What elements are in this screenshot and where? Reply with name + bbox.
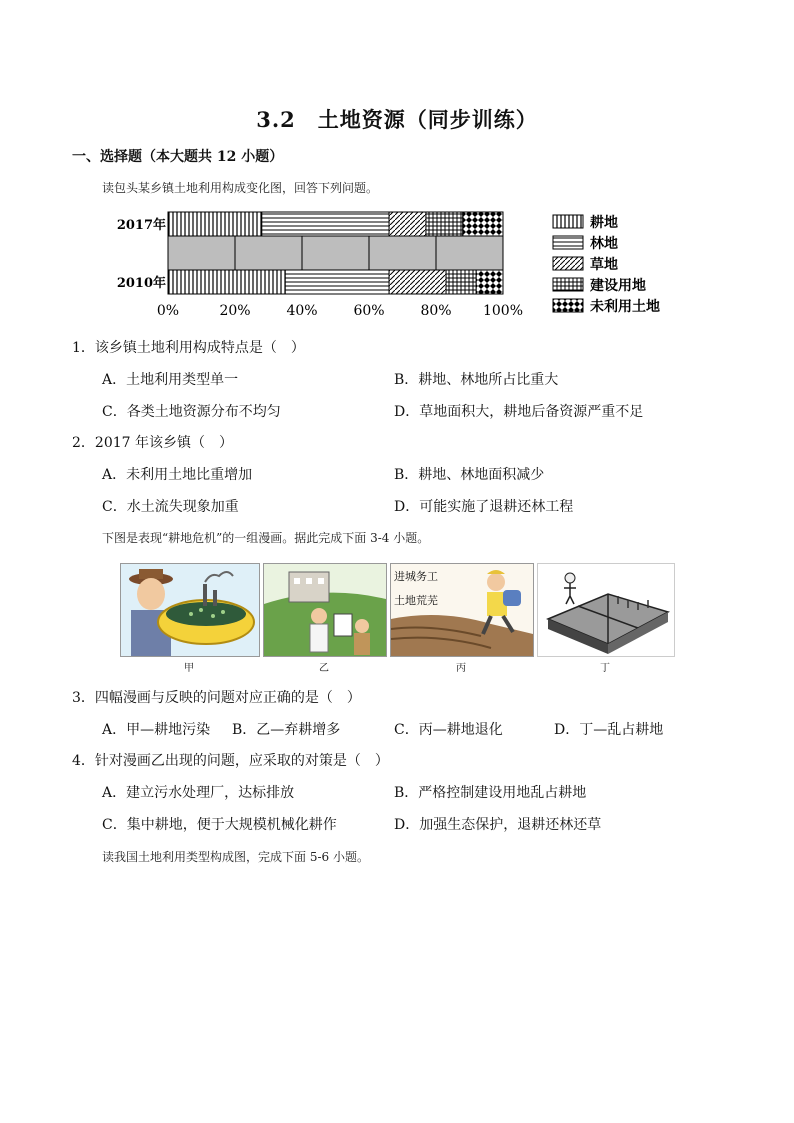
caption-yi: 乙 (319, 663, 329, 674)
cartoon-jia (120, 563, 260, 657)
land-use-chart (100, 205, 700, 323)
q4-option-a[interactable]: A．建立污水处理厂，达标排放 (102, 785, 295, 801)
q2-option-b[interactable]: B．耕地、林地面积减少 (394, 467, 545, 483)
bar-林地-2010年 (285, 270, 389, 294)
legend-label-建设用地: 建设用地 (590, 278, 646, 294)
legend-label-未利用土地: 未利用土地 (590, 299, 660, 315)
cartoon-ding (537, 563, 675, 657)
connector-band (168, 236, 503, 270)
legend-swatch-耕地 (553, 215, 583, 228)
q2-option-c[interactable]: C．水土流失现象加重 (102, 499, 239, 515)
q4-option-d[interactable]: D．加强生态保护，退耕还林还草 (394, 817, 602, 833)
legend-swatch-林地 (553, 236, 583, 249)
bar-耕地-2010年 (168, 270, 285, 294)
x-tick-0: 0% (156, 303, 180, 319)
legend-swatch-草地 (553, 257, 583, 270)
legend-swatch-未利用土地 (553, 299, 583, 312)
intro-text-2: 下图是表现“耕地危机”的一组漫画。据此完成下面 3-4 小题。 (102, 531, 430, 545)
bar-建设用地-2010年 (446, 270, 476, 294)
section-heading: 一、选择题（本大题共 12 小题） (72, 149, 284, 165)
q3-option-b[interactable]: B．乙—弃耕增多 (232, 722, 341, 738)
legend-label-草地: 草地 (590, 257, 618, 273)
bar-林地-2017年 (262, 212, 389, 236)
q3-option-a[interactable]: A．甲—耕地污染 (102, 722, 211, 738)
question-1-stem: 1．该乡镇土地利用构成特点是（ ） (72, 340, 305, 356)
q1-option-d[interactable]: D．草地面积大，耕地后备资源严重不足 (394, 404, 644, 420)
bar-未利用土地-2010年 (476, 270, 503, 294)
question-2-stem: 2．2017 年该乡镇（ ） (72, 435, 233, 451)
q2-option-a[interactable]: A．未利用土地比重增加 (102, 467, 253, 483)
x-tick-5: 100% (482, 303, 524, 319)
cartoon-yi (263, 563, 387, 657)
x-tick-2: 40% (286, 303, 318, 319)
question-3-stem: 3．四幅漫画与反映的问题对应正确的是（ ） (72, 690, 361, 706)
bar-草地-2017年 (389, 212, 426, 236)
q1-option-b[interactable]: B．耕地、林地所占比重大 (394, 372, 559, 388)
x-tick-4: 80% (420, 303, 452, 319)
cartoon-jia-image (121, 564, 259, 656)
caption-jia: 甲 (184, 663, 194, 674)
bar-建设用地-2017年 (426, 212, 463, 236)
q1-option-c[interactable]: C．各类土地资源分布不均匀 (102, 404, 281, 420)
q4-option-b[interactable]: B．严格控制建设用地乱占耕地 (394, 785, 587, 801)
q3-option-d[interactable]: D．丁—乱占耕地 (554, 722, 664, 738)
intro-text-1: 读包头某乡镇土地利用构成变化图，回答下列问题。 (102, 181, 379, 195)
bar-未利用土地-2017年 (463, 212, 503, 236)
caption-bing: 丙 (456, 663, 466, 674)
page-title: 3.2 土地资源（同步训练） (256, 107, 538, 132)
intro-text-3: 读我国土地利用类型构成图，完成下面 5-6 小题。 (102, 850, 369, 864)
bing-text-2: 土地荒芜 (394, 595, 438, 607)
x-tick-3: 60% (353, 303, 385, 319)
cartoon-yi-image (264, 564, 386, 656)
q1-option-a[interactable]: A．土地利用类型单一 (102, 372, 239, 388)
q4-option-c[interactable]: C．集中耕地，便于大规模机械化耕作 (102, 817, 337, 833)
legend-label-林地: 林地 (590, 236, 618, 252)
cartoon-ding-image (538, 564, 674, 656)
x-tick-1: 20% (219, 303, 251, 319)
cartoon-bing (390, 563, 534, 657)
bar-草地-2010年 (389, 270, 446, 294)
bing-text-1: 进城务工 (394, 571, 438, 583)
bar-耕地-2017年 (168, 212, 262, 236)
legend-swatch-建设用地 (553, 278, 583, 291)
y-label-2010年: 2010年 (116, 276, 166, 291)
question-4-stem: 4．针对漫画乙出现的问题，应采取的对策是（ ） (72, 753, 389, 769)
caption-ding: 丁 (600, 663, 610, 674)
q2-option-d[interactable]: D．可能实施了退耕还林工程 (394, 499, 574, 515)
q3-option-c[interactable]: C．丙—耕地退化 (394, 722, 503, 738)
legend-label-耕地: 耕地 (590, 215, 618, 231)
y-label-2017年: 2017年 (116, 218, 166, 233)
